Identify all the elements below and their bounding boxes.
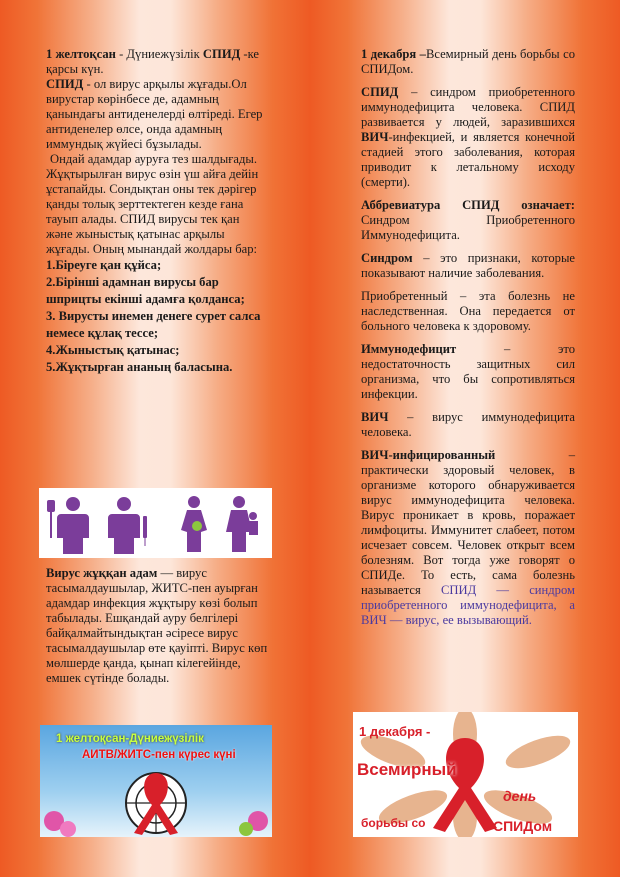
syringe-person-icon — [108, 497, 147, 554]
world-aids-day-poster-image — [353, 712, 578, 837]
right-paragraph-1 — [361, 47, 575, 77]
banner-title-2: АИТВ/ЖИТС-пен күрес күні — [82, 749, 236, 761]
spid-bold: СПИД — [361, 85, 399, 99]
iv-drip-icon — [47, 497, 89, 554]
right-paragraph-6 — [361, 342, 575, 402]
immunodeficit-bold: Иммунодефицит — [361, 342, 457, 356]
text: – это признаки, которые показывают наличие заболевания. — [361, 251, 575, 280]
mother-child-icon — [226, 496, 258, 552]
right-paragraph-8 — [361, 448, 575, 628]
vich-bold: ВИЧ — [361, 410, 389, 424]
right-paragraph-2 — [361, 85, 575, 190]
text: Синдром Приобретенного Иммунодефицита. — [361, 213, 575, 242]
poster-text-3: день — [503, 788, 537, 804]
transmission-list — [46, 257, 268, 376]
list-item: 4.Жыныстық қатынас; — [46, 343, 180, 357]
left-paragraph-4 — [46, 566, 268, 686]
text: – практически здоровый человек, в организме которого обнаруживается вирус иммунодефицита человека. Вирус проникает в кровь, поражает лимфоциты. Иммунитет слабеет, потом исчезает совсем. Человек открыт всем болезням. Вот тогда уже говорят о СПИДе. То есть, сама болезнь называется — [361, 448, 575, 597]
text: - ол вирус арқылы жұғады.Ол вирустар көрінбесе де, адамның қанындағы антиденелерді өлтіреді. Егер антиденелер өлсе, онда адамның иммундық жүйесі бұзылады. — [46, 77, 263, 151]
vich-bold: ВИЧ — [361, 130, 389, 144]
left-paragraph-3: Ондай адамдар ауруға тез шалдығады. Жұқтырылған вирус өзін үш айға дейін ұстапайды. Сондықтан оны тек дәрігер қанды толық зерттектеген кезде ғана тауып алады. СПИД вирусы тек қан және жыныстық қатынас арқылы жұғады. Оның мынандай жолдары бар: — [46, 152, 259, 256]
text: Всемирный день борьбы со СПИДом. — [361, 47, 575, 76]
right-paragraph-4 — [361, 251, 575, 281]
syndrome-bold: Синдром — [361, 251, 413, 265]
right-paragraph-5: Приобретенный – эта болезнь не наследственная. Она передается от больного человека к здоровому. — [361, 289, 575, 333]
left-paragraph-1 — [46, 47, 268, 77]
definition-blue: СПИД — синдром приобретенного иммунодефицита, а ВИЧ — вирус, ее вызывающий. — [361, 583, 575, 627]
text: – это недостаточность защитных сил организма, что бы сопротивляться инфекции. — [361, 342, 575, 401]
abbreviation-bold: Аббревиатура СПИД означает: — [361, 198, 575, 212]
infected-person-bold: Вирус жұққан адам — [46, 566, 158, 580]
left-column — [46, 47, 268, 376]
text: – вирус иммунодефицита человека. — [361, 410, 575, 439]
text: – синдром приобретенного иммунодефицита человека. СПИД развивается у людей, заразившихся — [361, 85, 575, 129]
pregnant-woman-icon — [181, 496, 207, 552]
vich-infected-bold: ВИЧ-инфицированный — [361, 448, 496, 462]
right-paragraph-3 — [361, 198, 575, 243]
date-ru: 1 декабря – — [361, 47, 426, 61]
banner-title-1: 1 желтоқсан-Дүниежүзілік — [56, 733, 204, 745]
list-item: 2.Бірінші адамнан вирусы бар шприцты екінші адамға қолданса; — [46, 275, 245, 306]
poster-text-4: борьбы со — [361, 816, 426, 830]
poster-text-1: 1 декабря - — [359, 724, 431, 739]
text: -ке қарсы күн. — [46, 47, 260, 76]
poster-text-5: СПИДом — [493, 818, 553, 834]
text: -инфекцией, и является конечной стадией этого заболевания, которая приводит к летальному исходу (смерти). — [361, 130, 575, 189]
left-paragraph-2 — [46, 77, 268, 152]
transmission-icons-image — [39, 488, 272, 558]
poster-text-2: Всемирный — [357, 760, 457, 779]
un-ribbon-banner-image — [40, 725, 272, 837]
spid-bold: СПИД — [202, 47, 241, 61]
date-kz: 1 желтоқсан — [46, 47, 116, 61]
text: — вирус тасымалдаушылар, ЖИТС-пен ауырған адамдар инфекция жұқтыру көзі болып табылады. Ешқандай ауру белгілері байқалмайтындықтан әсіресе вирус тасымалдаушылар өте қауіпті. Вирус көп мөлшерде қанда, қынап кілегейінде, емшек сүтінде болады. — [46, 566, 268, 685]
right-paragraph-7 — [361, 410, 575, 440]
list-item: 5.Жұқтырған ананың баласына. — [46, 360, 233, 374]
spid-bold: СПИД — [46, 77, 84, 91]
list-item: 3. Вирусты инемен денеге сурет салса немесе құлақ тессе; — [46, 309, 261, 340]
list-item: 1.Біреуге қан құйса; — [46, 258, 162, 272]
right-column — [361, 47, 575, 636]
text: - Дүниежүзілік — [115, 47, 203, 61]
